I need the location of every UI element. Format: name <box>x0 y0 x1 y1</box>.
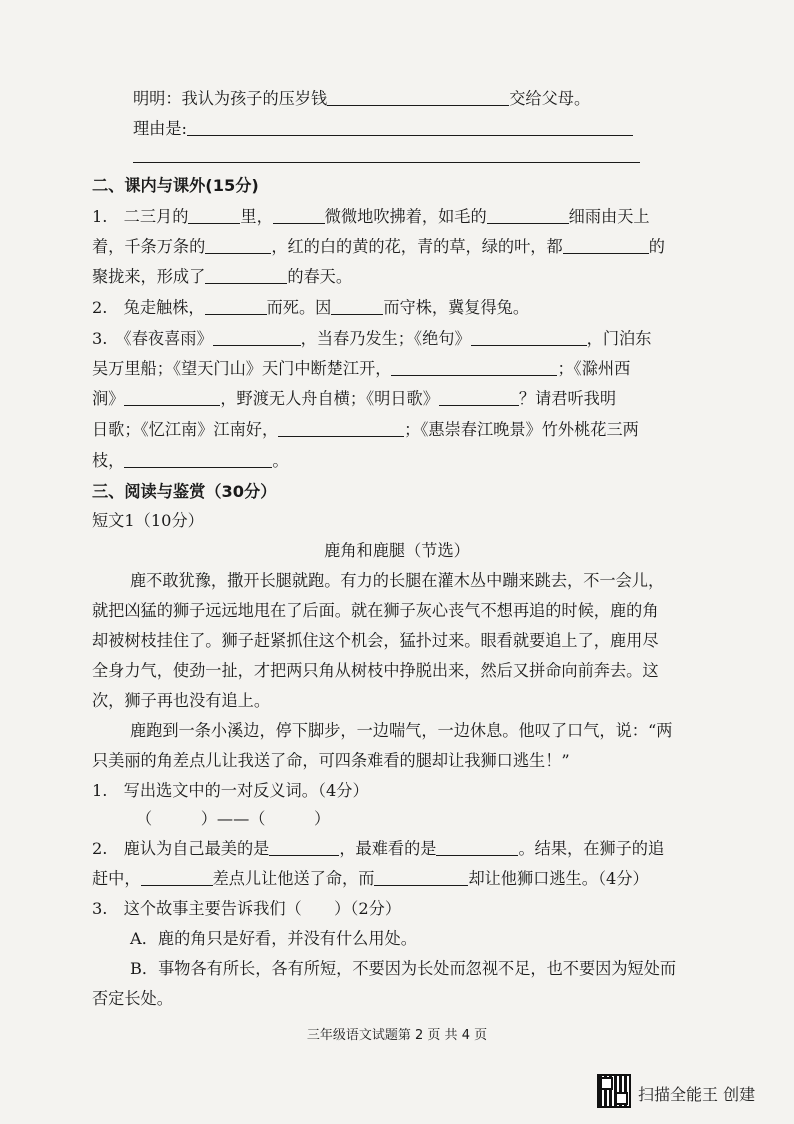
page-footer: 三年级语文试题第 2 页 共 4 页 <box>306 1028 488 1043</box>
blank[interactable] <box>391 359 557 376</box>
blank[interactable] <box>205 267 287 284</box>
reading-q2-line2: 赶中， 差点儿让他送了命，而 却让他狮口逃生。（4分） <box>92 869 649 888</box>
blank[interactable] <box>471 329 587 346</box>
section2-heading: 二、课内与课外(15分) <box>92 176 259 195</box>
s2q3-line4: 日歌；《忆江南》江南好， ；《惠崇春江晚景》竹外桃花三两 <box>92 420 639 439</box>
s2q3-line3: 涧》 ，野渡无人舟自横；《明日歌》 ？请君听我明 <box>92 389 617 408</box>
passage-text: 全身力气，使劲一扯，才把两只角从树枝中挣脱出来，然后又拼命向前奔去。这 <box>92 661 659 680</box>
blank[interactable] <box>205 237 271 254</box>
answer-blank[interactable] <box>327 89 509 106</box>
blank[interactable] <box>269 839 339 856</box>
passage-text: 只美丽的角差点儿让我送了命，可四条难看的腿却让我狮口逃生！” <box>92 751 570 770</box>
s2q1-line2: 着，千条万条的 ，红的白的黄的花，青的草，绿的叶，都 的 <box>92 237 665 256</box>
s2q2-line: 2. 兔走触株， 而死。因 而守株，冀复得兔。 <box>92 298 530 317</box>
reading-q1: 1. 写出选文中的一对反义词。（4分） <box>92 781 369 800</box>
reading-q1-answer[interactable]: （ ）——（ ） <box>136 809 331 828</box>
passage-title: 鹿角和鹿腿（节选） <box>324 541 470 560</box>
blank[interactable] <box>273 207 325 224</box>
passage-text: 却被树枝挂住了。狮子赶紧抓住这个机会，猛扑过来。眼看就要追上了，鹿用尽 <box>92 631 659 650</box>
s2q1-line3: 聚拢来，形成了 的春天。 <box>92 267 353 286</box>
option-b[interactable]: B．事物各有所长，各有所短，不要因为长处而忽视不足，也不要因为短处而 <box>130 959 677 978</box>
option-a[interactable]: A．鹿的角只是好看，并没有什么用处。 <box>130 929 417 948</box>
qr-code-icon <box>597 1074 631 1108</box>
passage-label: 短文1（10分） <box>92 511 204 530</box>
blank[interactable] <box>278 420 404 437</box>
blank[interactable] <box>563 237 649 254</box>
blank[interactable] <box>124 389 220 406</box>
reading-q2-line1: 2. 鹿认为自己最美的是 ，最难看的是 。结果，在狮子的追 <box>92 839 665 858</box>
mingming-line: 明明：我认为孩子的压岁钱 交给父母。 <box>133 89 591 108</box>
passage-text: 就把凶猛的狮子远远地甩在了后面。就在狮子灰心丧气不想再追的时候，鹿的角 <box>92 601 659 620</box>
blank[interactable] <box>331 298 383 315</box>
blank[interactable] <box>124 451 272 468</box>
reason-blank-2[interactable] <box>133 162 640 163</box>
reason-blank-1[interactable] <box>187 119 633 136</box>
s2q3-line2: 吴万里船；《望天门山》天门中断楚江开， ；《滁州西 <box>92 359 631 378</box>
s2q1-line1: 1. 二三月的 里， 微微地吹拂着，如毛的 细雨由天上 <box>92 207 650 226</box>
s2q3-line5: 枝， 。 <box>92 451 289 470</box>
blank[interactable] <box>141 869 213 886</box>
blank[interactable] <box>188 207 240 224</box>
blank[interactable] <box>436 839 518 856</box>
s2q3-line1: 3. 《春夜喜雨》 ，当春乃发生；《绝句》 ，门泊东 <box>92 329 652 348</box>
section3-heading: 三、阅读与鉴赏（30分） <box>92 482 277 501</box>
blank[interactable] <box>213 329 301 346</box>
passage-text: 次，狮子再也没有追上。 <box>92 691 271 710</box>
option-b-cont: 否定长处。 <box>92 989 173 1008</box>
blank[interactable] <box>439 389 519 406</box>
passage-text: 鹿不敢犹豫，撒开长腿就跑。有力的长腿在灌木丛中蹦来跳去，不一会儿， <box>130 571 665 590</box>
blank[interactable] <box>487 207 569 224</box>
blank[interactable] <box>374 869 468 886</box>
reason-line: 理由是: <box>133 118 724 140</box>
scanner-watermark: 扫描全能王 创建 <box>638 1085 756 1104</box>
blank[interactable] <box>205 298 267 315</box>
passage-text: 鹿跑到一条小溪边，停下脚步，一边喘气，一边休息。他叹了口气，说：“两 <box>130 721 673 740</box>
reading-q3: 3. 这个故事主要告诉我们（ ）（2分） <box>92 899 402 918</box>
